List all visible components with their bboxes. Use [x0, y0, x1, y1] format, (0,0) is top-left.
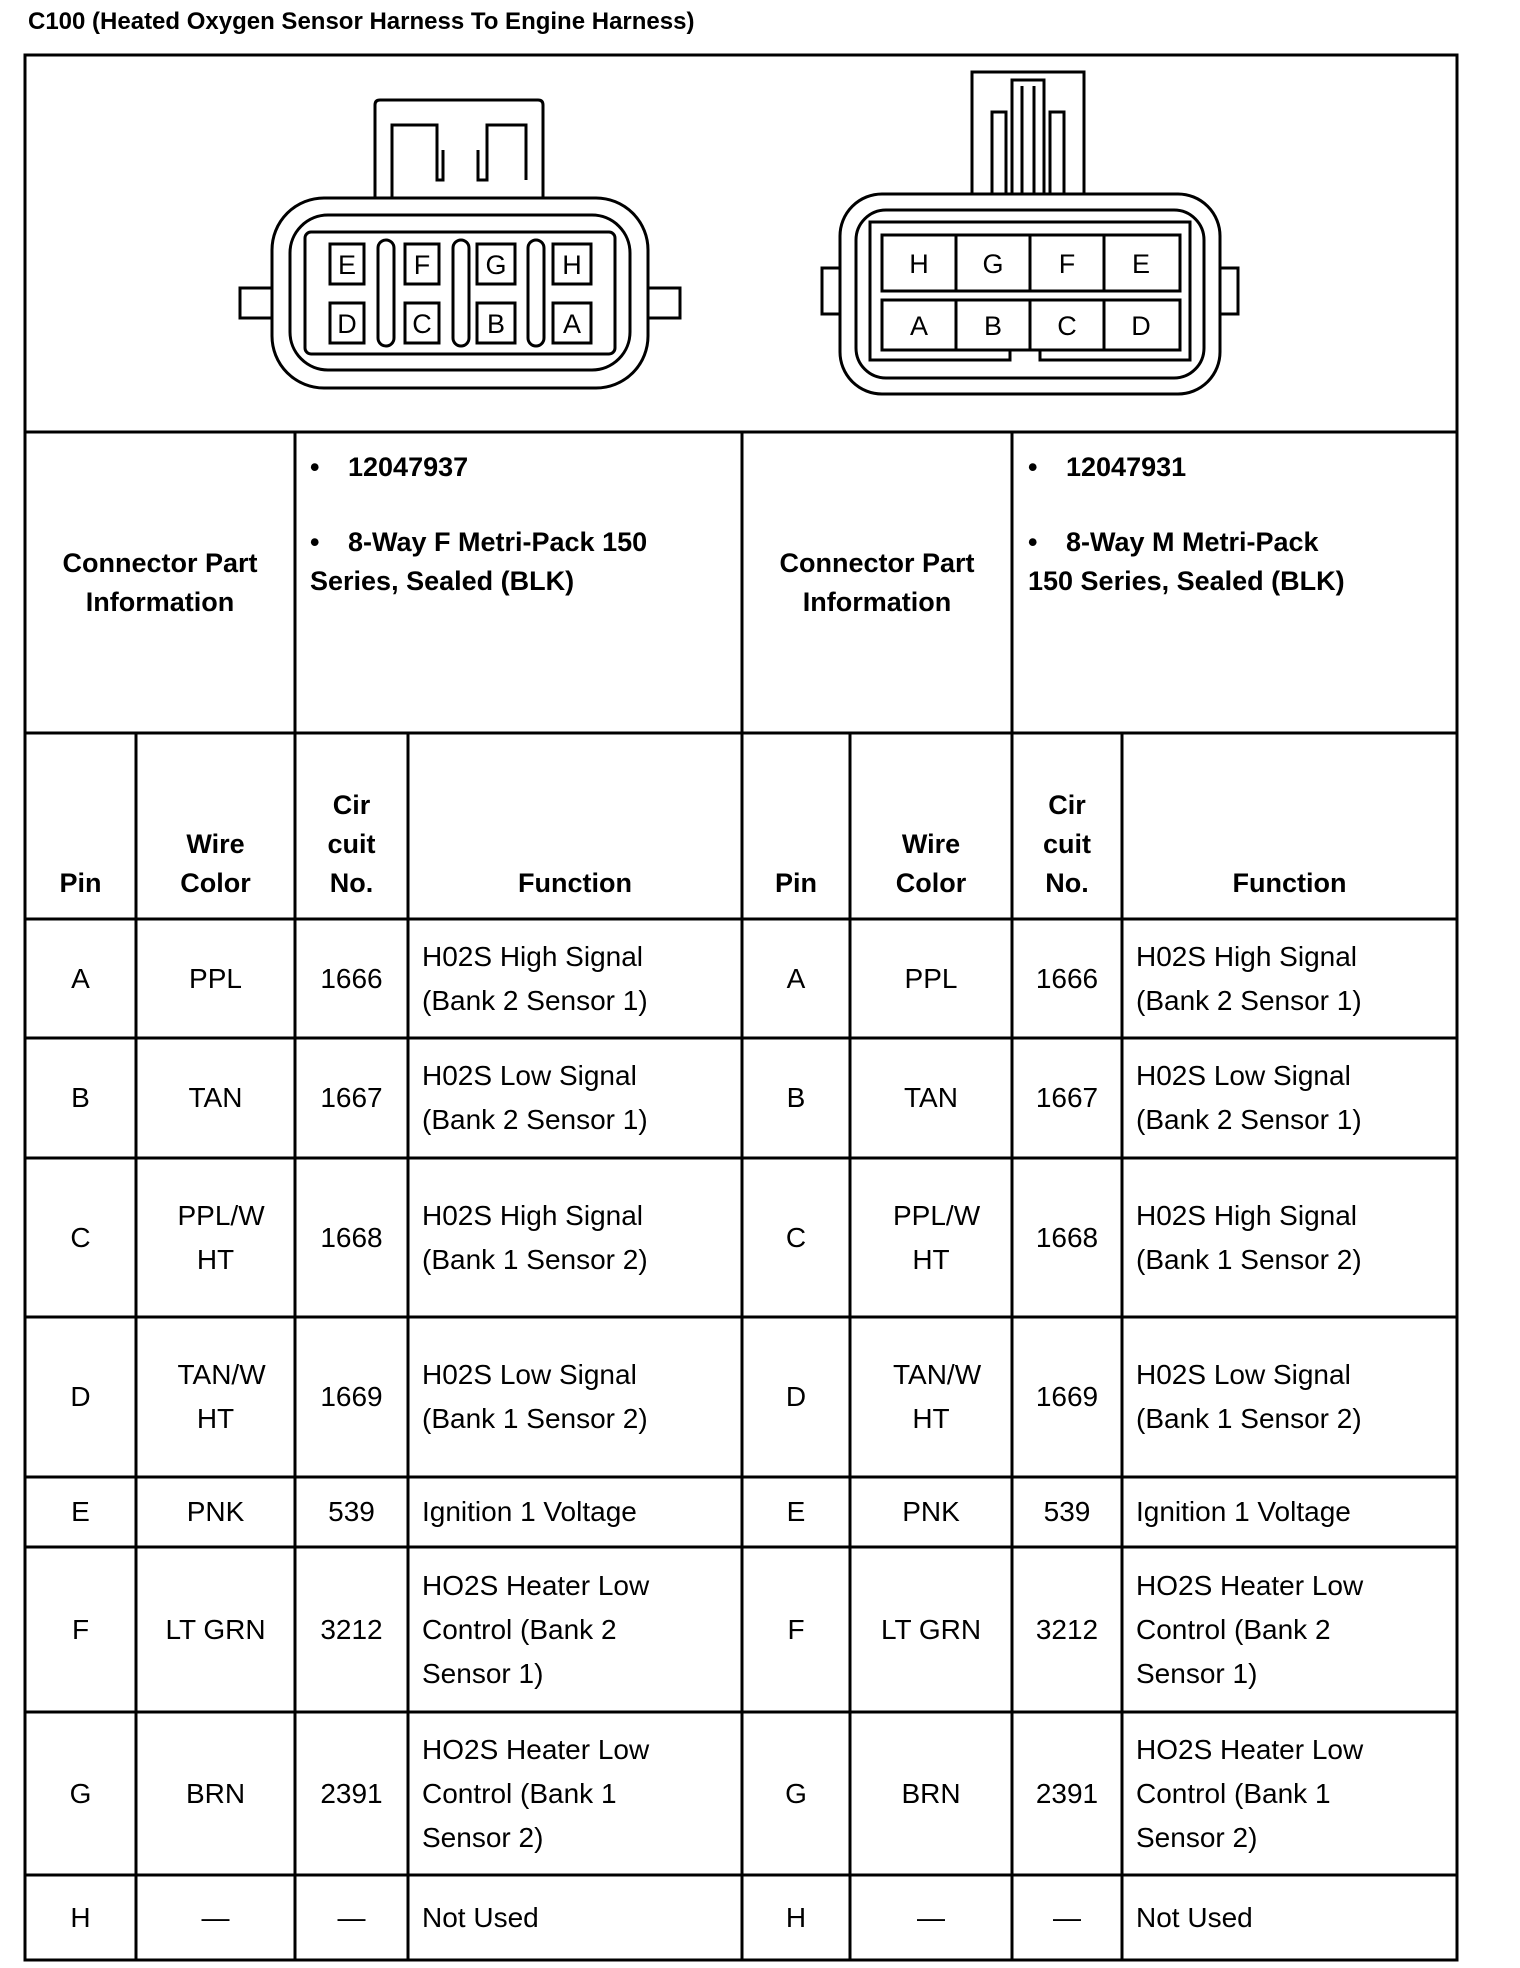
circuit-cell	[1012, 1038, 1122, 1158]
pin-cell-text: H	[785, 1901, 807, 1933]
wire-color-cell-text: TAN/W HT	[893, 1359, 982, 1434]
wire-color-cell-text: TAN	[188, 1082, 243, 1113]
circuit-cell-text: 1669	[320, 1381, 383, 1412]
wire-color-cell	[136, 1547, 295, 1712]
circuit-cell	[295, 1317, 408, 1477]
column-header-function	[408, 733, 742, 919]
function-cell	[1122, 1477, 1457, 1547]
pin-cell	[742, 1712, 850, 1875]
circuit-cell	[295, 1712, 408, 1875]
description-line: • 8-Way F Metri-Pack 150	[310, 527, 648, 557]
female-cavity-label: G	[485, 250, 507, 280]
circuit-cell	[295, 1477, 408, 1547]
female-cavity-label: B	[486, 309, 506, 339]
pin-cell-text: E	[786, 1496, 806, 1527]
column-header-pin	[25, 733, 136, 919]
circuit-cell	[295, 1547, 408, 1712]
pin-cell-text: H	[70, 1901, 91, 1933]
circuit-cell	[1012, 1712, 1122, 1875]
pin-cell-text: F	[787, 1613, 805, 1645]
female-cavity-label: A	[562, 309, 582, 339]
header-text: Cir cuit No.	[1042, 790, 1091, 898]
circuit-cell	[1012, 1547, 1122, 1712]
female-cavity-label: H	[562, 250, 582, 280]
part-number: 12047931	[1066, 452, 1187, 482]
function-cell	[1122, 1158, 1457, 1317]
header-text: Function	[1232, 868, 1347, 898]
wire-color-cell	[850, 919, 1012, 1038]
wire-color-cell-text: BRN	[185, 1777, 246, 1809]
header-text: Wire Color	[180, 829, 251, 898]
function-cell	[408, 1317, 742, 1477]
function-cell	[408, 1712, 742, 1875]
wire-color-cell	[850, 1477, 1012, 1547]
circuit-cell-text: 539	[1043, 1496, 1091, 1527]
pin-cell-text: G	[785, 1777, 807, 1809]
female-cavity-label: C	[412, 309, 432, 339]
connector-description-2: 150 Series, Sealed (BLK)	[1028, 566, 1345, 596]
wire-color-cell	[136, 919, 295, 1038]
male-cavity-label: F	[1058, 249, 1076, 279]
pin-cell	[25, 1547, 136, 1712]
connector-part-details	[310, 448, 730, 601]
pin-cell	[25, 919, 136, 1038]
circuit-cell-text: 1667	[320, 1082, 383, 1113]
function-cell	[408, 1875, 742, 1960]
connector-part-details	[1028, 448, 1448, 601]
wire-color-cell-text: —	[917, 1901, 945, 1933]
column-header-circuit	[295, 733, 408, 919]
pin-cell-text: D	[785, 1381, 807, 1412]
circuit-cell	[295, 1875, 408, 1960]
function-cell	[408, 1477, 742, 1547]
pin-cell-text: A	[786, 962, 806, 994]
circuit-cell	[295, 1038, 408, 1158]
connector-diagrams	[0, 0, 1520, 432]
function-cell	[1122, 1712, 1457, 1875]
wire-color-cell	[850, 1875, 1012, 1960]
function-cell-text: H02S Low Signal (Bank 1 Sensor 2)	[1136, 1359, 1362, 1434]
male-cavity-label: E	[1131, 249, 1151, 279]
pin-cell	[25, 1158, 136, 1317]
male-cavity-label: G	[982, 249, 1004, 279]
info-label-text: Connector Part Information	[62, 547, 258, 617]
wire-color-cell	[136, 1477, 295, 1547]
function-cell-text: H02S High Signal (Bank 1 Sensor 2)	[422, 1199, 648, 1275]
header-text: Pin	[59, 868, 102, 898]
circuit-cell	[1012, 1317, 1122, 1477]
pin-cell	[742, 1038, 850, 1158]
wire-color-cell-text: PPL	[904, 962, 958, 994]
function-cell-text: H02S High Signal (Bank 2 Sensor 1)	[422, 940, 648, 1016]
circuit-cell-text: 1668	[320, 1221, 383, 1253]
circuit-cell-text: 2391	[320, 1777, 383, 1809]
wire-color-cell	[136, 1875, 295, 1960]
circuit-cell-text: 1668	[1035, 1221, 1099, 1253]
pin-cell	[25, 1875, 136, 1960]
wire-color-cell	[850, 1317, 1012, 1477]
function-cell-text: Not Used	[422, 1901, 539, 1933]
wire-color-cell-text: —	[201, 1901, 230, 1933]
pin-cell	[25, 1038, 136, 1158]
function-cell-text: HO2S Heater Low Control (Bank 1 Sensor 2)	[422, 1733, 650, 1853]
circuit-cell-text: 1667	[1035, 1082, 1099, 1113]
male-cavity-label: C	[1057, 311, 1077, 341]
wire-color-cell	[850, 1158, 1012, 1317]
function-cell-text: H02S Low Signal (Bank 1 Sensor 2)	[422, 1359, 648, 1434]
wire-color-cell-text: BRN	[901, 1777, 961, 1809]
female-cavity-label: D	[337, 309, 357, 339]
function-cell-text: Ignition 1 Voltage	[1136, 1496, 1351, 1527]
header-text: Wire Color	[895, 829, 967, 898]
connector-info-label	[742, 432, 1012, 733]
wire-color-cell-text: PNK	[186, 1496, 245, 1527]
function-cell-text: HO2S Heater Low Control (Bank 2 Sensor 1)	[422, 1569, 650, 1689]
pin-cell	[742, 1317, 850, 1477]
function-cell	[1122, 1038, 1457, 1158]
circuit-cell	[1012, 919, 1122, 1038]
circuit-cell-text: 3212	[320, 1613, 383, 1645]
pin-cell-text: A	[71, 962, 90, 994]
circuit-cell-text: 1666	[320, 962, 383, 994]
part-number-line: • 12047931	[1028, 452, 1187, 482]
function-cell	[1122, 1547, 1457, 1712]
wire-color-cell	[136, 1038, 295, 1158]
wire-color-cell	[850, 1712, 1012, 1875]
function-cell	[1122, 1875, 1457, 1960]
female-cavity-label: E	[337, 250, 357, 280]
male-cavity-label: D	[1131, 311, 1151, 341]
page-title: C100 (Heated Oxygen Sensor Harness To Engine Harness)	[28, 8, 695, 35]
male-cavity-label: H	[909, 249, 929, 279]
wire-color-cell-text: PNK	[902, 1496, 960, 1527]
circuit-cell-text: 539	[328, 1496, 375, 1527]
function-cell	[1122, 1317, 1457, 1477]
column-header-pin	[742, 733, 850, 919]
female-cavity-label: F	[413, 250, 431, 280]
function-cell-text: H02S Low Signal (Bank 2 Sensor 1)	[1136, 1060, 1362, 1135]
column-header-wire-color	[136, 733, 295, 919]
pin-cell	[742, 1158, 850, 1317]
male-cavity-label: B	[983, 311, 1003, 341]
function-cell	[408, 1547, 742, 1712]
pin-cell-text: F	[71, 1613, 90, 1645]
wire-color-cell-text: TAN	[904, 1082, 958, 1113]
circuit-cell	[1012, 1875, 1122, 1960]
header-text: Pin	[774, 868, 817, 898]
function-cell	[1122, 919, 1457, 1038]
pin-cell	[25, 1712, 136, 1875]
wire-color-cell	[850, 1038, 1012, 1158]
connector-description-1: 8-Way F Metri-Pack 150	[348, 527, 648, 557]
wire-color-cell	[136, 1712, 295, 1875]
column-header-wire-color	[850, 733, 1012, 919]
wire-color-cell-text: PPL/W HT	[893, 1199, 981, 1275]
header-text: Cir cuit No.	[327, 790, 376, 898]
pin-cell-text: G	[69, 1777, 92, 1809]
male-cavity-label: A	[909, 311, 929, 341]
part-number: 12047937	[348, 452, 469, 482]
pin-cell	[742, 1875, 850, 1960]
function-cell-text: HO2S Heater Low Control (Bank 1 Sensor 2)	[1136, 1733, 1364, 1853]
circuit-cell-text: —	[1053, 1901, 1081, 1933]
function-cell	[408, 1038, 742, 1158]
header-text: Function	[518, 868, 632, 898]
wire-color-cell-text: PPL	[189, 962, 242, 994]
pin-cell-text: D	[70, 1381, 91, 1412]
circuit-cell-text: —	[337, 1901, 366, 1933]
wire-color-cell-text: LT GRN	[165, 1613, 266, 1645]
circuit-cell	[1012, 1158, 1122, 1317]
pin-cell-text: C	[785, 1221, 807, 1253]
pin-cell	[742, 1477, 850, 1547]
function-cell-text: H02S High Signal (Bank 1 Sensor 2)	[1136, 1199, 1362, 1275]
pin-cell	[25, 1317, 136, 1477]
connector-description-2: Series, Sealed (BLK)	[310, 566, 575, 596]
column-header-circuit	[1012, 733, 1122, 919]
description-line: • 8-Way M Metri-Pack	[1028, 527, 1319, 557]
function-cell	[408, 919, 742, 1038]
pin-cell-text: E	[71, 1496, 90, 1527]
function-cell-text: Ignition 1 Voltage	[422, 1496, 637, 1527]
wire-color-cell	[136, 1158, 295, 1317]
connector-info-label	[25, 432, 295, 733]
circuit-cell	[295, 1158, 408, 1317]
function-cell-text: HO2S Heater Low Control (Bank 2 Sensor 1)	[1136, 1569, 1364, 1689]
function-cell	[408, 1158, 742, 1317]
function-cell-text: H02S High Signal (Bank 2 Sensor 1)	[1136, 940, 1362, 1016]
pin-cell	[742, 1547, 850, 1712]
circuit-cell-text: 3212	[1035, 1613, 1099, 1645]
circuit-cell-text: 2391	[1035, 1777, 1099, 1809]
connector-description-1: 8-Way M Metri-Pack	[1066, 527, 1319, 557]
male-connector-drawing	[822, 72, 1238, 394]
circuit-cell-text: 1669	[1035, 1381, 1099, 1412]
part-number-line: • 12047937	[310, 452, 469, 482]
circuit-cell-text: 1666	[1035, 962, 1099, 994]
wire-color-cell	[850, 1547, 1012, 1712]
wire-color-cell-text: LT GRN	[880, 1613, 982, 1645]
pin-cell-text: B	[786, 1082, 806, 1113]
info-label-text: Connector Part Information	[779, 547, 975, 617]
pin-cell-text: B	[71, 1082, 90, 1113]
female-connector-drawing	[240, 100, 680, 388]
function-cell-text: H02S Low Signal (Bank 2 Sensor 1)	[422, 1060, 648, 1135]
wire-color-cell-text: PPL/W HT	[177, 1199, 265, 1275]
wire-color-cell	[136, 1317, 295, 1477]
wire-color-cell-text: TAN/W HT	[177, 1359, 266, 1434]
circuit-cell	[295, 919, 408, 1038]
pin-cell	[742, 919, 850, 1038]
function-cell-text: Not Used	[1136, 1901, 1253, 1933]
pin-cell-text: C	[70, 1221, 91, 1253]
pin-cell	[25, 1477, 136, 1547]
circuit-cell	[1012, 1477, 1122, 1547]
column-header-function	[1122, 733, 1457, 919]
